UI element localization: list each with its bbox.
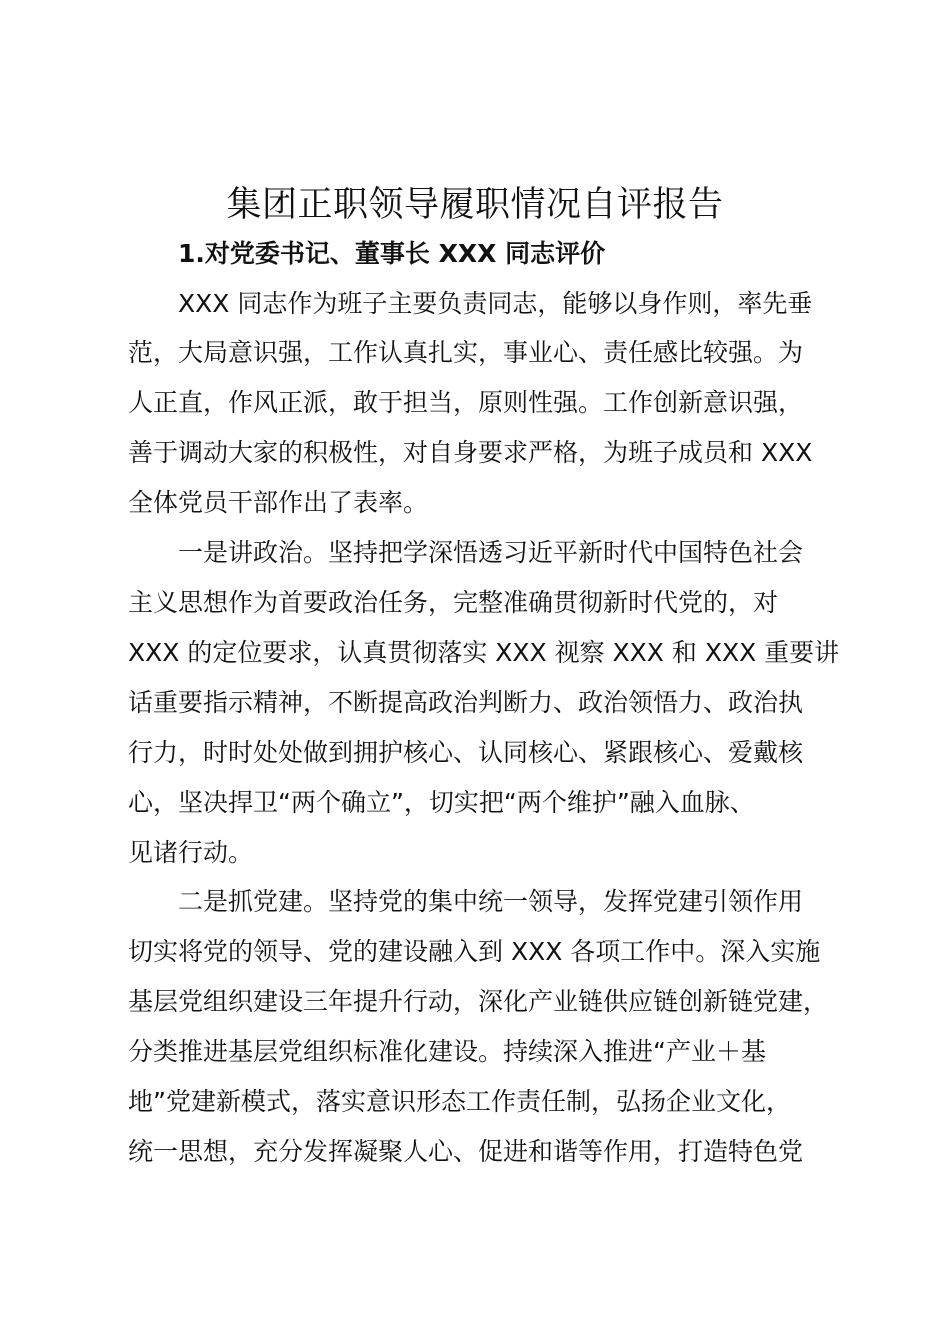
paragraph-line: 人正直，作风正派，敢于担当，原则性强。工作创新意识强， [128, 388, 804, 417]
paragraph-line: 主义思想作为首要政治任务，完整准确贯彻新时代党的，对 [128, 588, 779, 617]
paragraph-line: XXX 同志作为班子主要负责同志，能够以身作则，率先垂 [178, 289, 813, 318]
paragraph-line: 范，大局意识强，工作认真扎实，事业心、责任感比较强。为 [128, 338, 804, 367]
paragraph-line: 行力，时时处处做到拥护核心、认同核心、紧跟核心、爱戴核 [128, 738, 804, 767]
paragraph-line: 地”党建新模式，落实意识形态工作责任制，弘扬企业文化， [128, 1087, 791, 1116]
section-heading: 1.对党委书记、董事长 XXX 同志评价 [178, 239, 606, 268]
paragraph-line: 统一思想，充分发挥凝聚人心、促进和谐等作用，打造特色党 [128, 1137, 804, 1166]
paragraph-line: 切实将党的领导、党的建设融入到 XXX 各项工作中。深入实施 [128, 937, 821, 966]
paragraph-line: 分类推进基层党组织标准化建设。持续深入推进“产业＋基 [128, 1037, 766, 1066]
paragraph-line: 话重要指示精神，不断提高政治判断力、政治领悟力、政治执 [128, 688, 804, 717]
paragraph-line: 善于调动大家的积极性，对自身要求严格，为班子成员和 XXX [128, 438, 813, 467]
paragraph-line: 基层党组织建设三年提升行动，深化产业链供应链创新链党建， [128, 987, 829, 1016]
paragraph-line: 一是讲政治。坚持把学深悟透习近平新时代中国特色社会 [178, 538, 804, 567]
paragraph-line: 见诸行动。 [128, 838, 254, 867]
paragraph-line: XXX 的定位要求，认真贯彻落实 XXX 视察 XXX 和 XXX 重要讲 [128, 638, 840, 667]
paragraph-line: 心，坚决捍卫“两个确立”，切实把“两个维护”融入血脉、 [128, 788, 755, 817]
document-title: 集团正职领导履职情况自评报告 [226, 185, 724, 225]
paragraph-line: 二是抓党建。坚持党的集中统一领导，发挥党建引领作用 [178, 887, 804, 916]
paragraph-line: 全体党员干部作出了表率。 [128, 488, 429, 517]
